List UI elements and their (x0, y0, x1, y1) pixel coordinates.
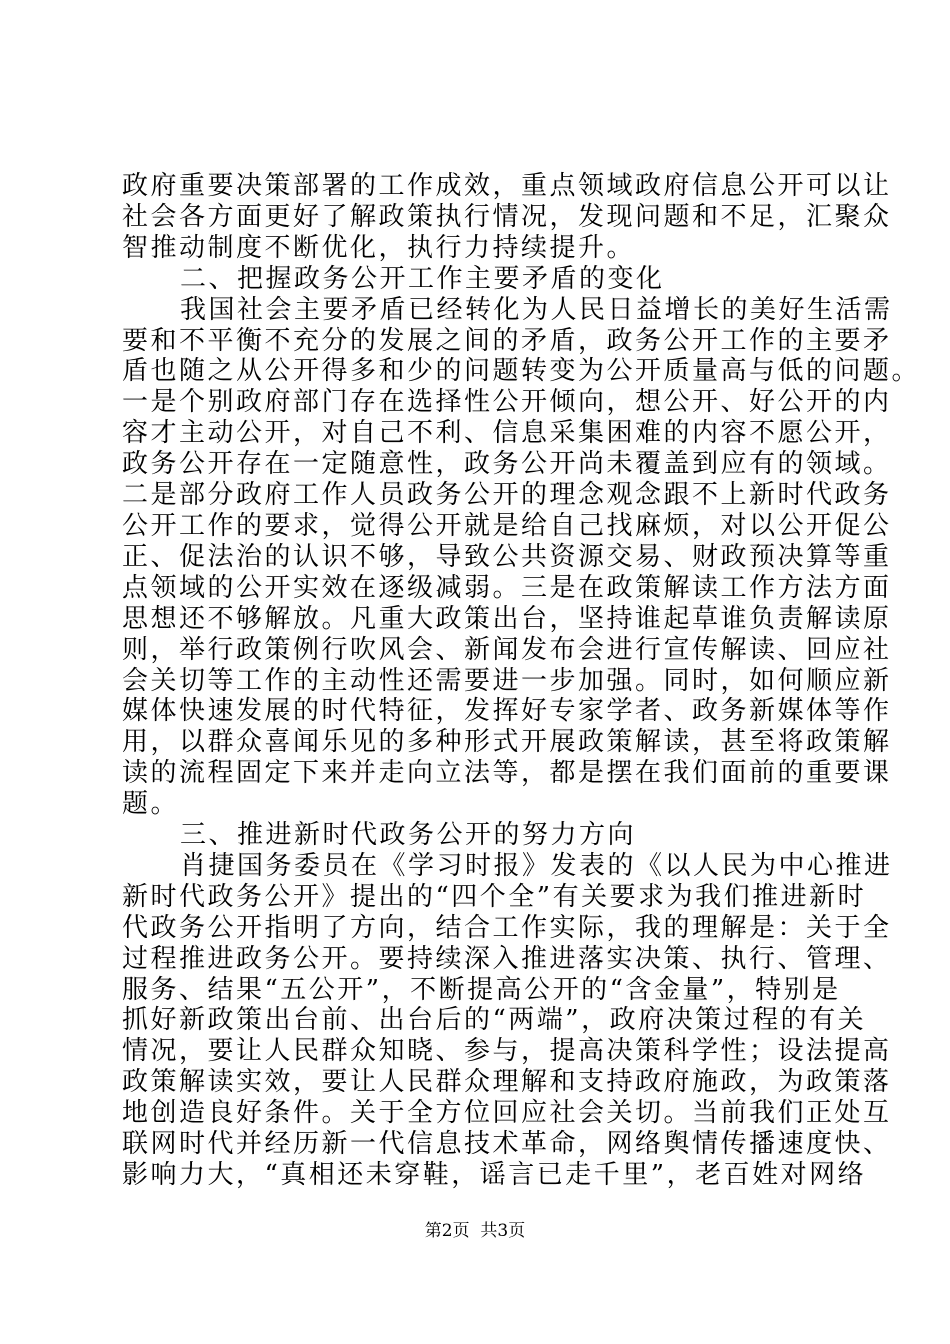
text-line: 点领域的公开实效在逐级减弱。三是在政策解读工作方法方面 (122, 572, 892, 603)
text-line: 读的流程固定下来并走向立法等，都是摆在我们面前的重要课 (122, 758, 892, 789)
text-line: 代政务公开指明了方向，结合工作实际，我的理解是：关于全 (122, 912, 892, 943)
text-line: 政务公开存在一定随意性，政务公开尚未覆盖到应有的领域。 (122, 449, 892, 480)
text-line: 抓好新政策出台前、出台后的“两端”，政府决策过程的有关 (122, 1005, 867, 1036)
text-line: 要和不平衡不充分的发展之间的矛盾，政务公开工作的主要矛 (122, 325, 892, 356)
text-line: 公开工作的要求，觉得公开就是给自己找麻烦，对以公开促公 (122, 510, 892, 541)
text-line: 二是部分政府工作人员政务公开的理念观念跟不上新时代政务 (122, 480, 892, 511)
text-line: 社会各方面更好了解政策执行情况，发现问题和不足，汇聚众 (122, 201, 892, 232)
paragraph-start: 我国社会主要矛盾已经转化为人民日益增长的美好生活需 (180, 294, 893, 325)
page-number: 第2页 共3页 (424, 1221, 526, 1241)
text-line: 政府重要决策部署的工作成效，重点领域政府信息公开可以让 (122, 171, 892, 201)
text-line: 新时代政务公开》提出的“四个全”有关要求为我们推进新时 (122, 881, 867, 912)
text-line: 则，举行政策例行吹风会、新闻发布会进行宣传解读、回应社 (122, 634, 892, 665)
text-line: 盾也随之从公开得多和少的问题转变为公开质量高与低的问题。 (122, 356, 921, 387)
text-line: 服务、结果“五公开”，不断提高公开的“含金量”，特别是 (122, 974, 841, 1005)
text-line: 过程推进政务公开。要持续深入推进落实决策、执行、管理、 (122, 943, 892, 974)
section-heading: 三、推进新时代政务公开的努力方向 (180, 820, 637, 851)
document-body (122, 171, 921, 1191)
paragraph-start: 肖捷国务委员在《学习时报》发表的《以人民为中心推进 (180, 850, 893, 881)
page-footer (0, 1216, 950, 1241)
text-line: 一是个别政府部门存在选择性公开倾向，想公开、好公开的内 (122, 387, 892, 418)
text-line: 容才主动公开，对自己不利、信息采集困难的内容不愿公开， (122, 418, 892, 449)
text-line: 思想还不够解放。凡重大政策出台，坚持谁起草谁负责解读原 (122, 603, 892, 634)
section-heading: 二、把握政务公开工作主要矛盾的变化 (180, 263, 665, 294)
text-line: 智推动制度不断优化，执行力持续提升。 (122, 232, 636, 263)
text-line: 地创造良好条件。关于全方位回应社会关切。当前我们正处互 (122, 1098, 892, 1129)
text-line: 会关切等工作的主动性还需要进一步加强。同时，如何顺应新 (122, 665, 892, 696)
text-line: 情况，要让人民群众知晓、参与，提高决策科学性；设法提高 (122, 1036, 892, 1067)
text-line: 用，以群众喜闻乐见的多种形式开展政策解读，甚至将政策解 (122, 727, 892, 758)
text-line: 媒体快速发展的时代特征，发挥好专家学者、政务新媒体等作 (122, 696, 892, 727)
text-line: 正、促法治的认识不够，导致公共资源交易、财政预决算等重 (122, 541, 892, 572)
text-line: 题。 (122, 789, 180, 820)
text-line: 影响力大，“真相还未穿鞋，谣言已走千里”，老百姓对网络 (122, 1160, 867, 1190)
text-line: 联网时代并经历新一代信息技术革命，网络舆情传播速度快、 (122, 1129, 892, 1160)
text-line: 政策解读实效，要让人民群众理解和支持政府施政，为政策落 (122, 1067, 892, 1098)
